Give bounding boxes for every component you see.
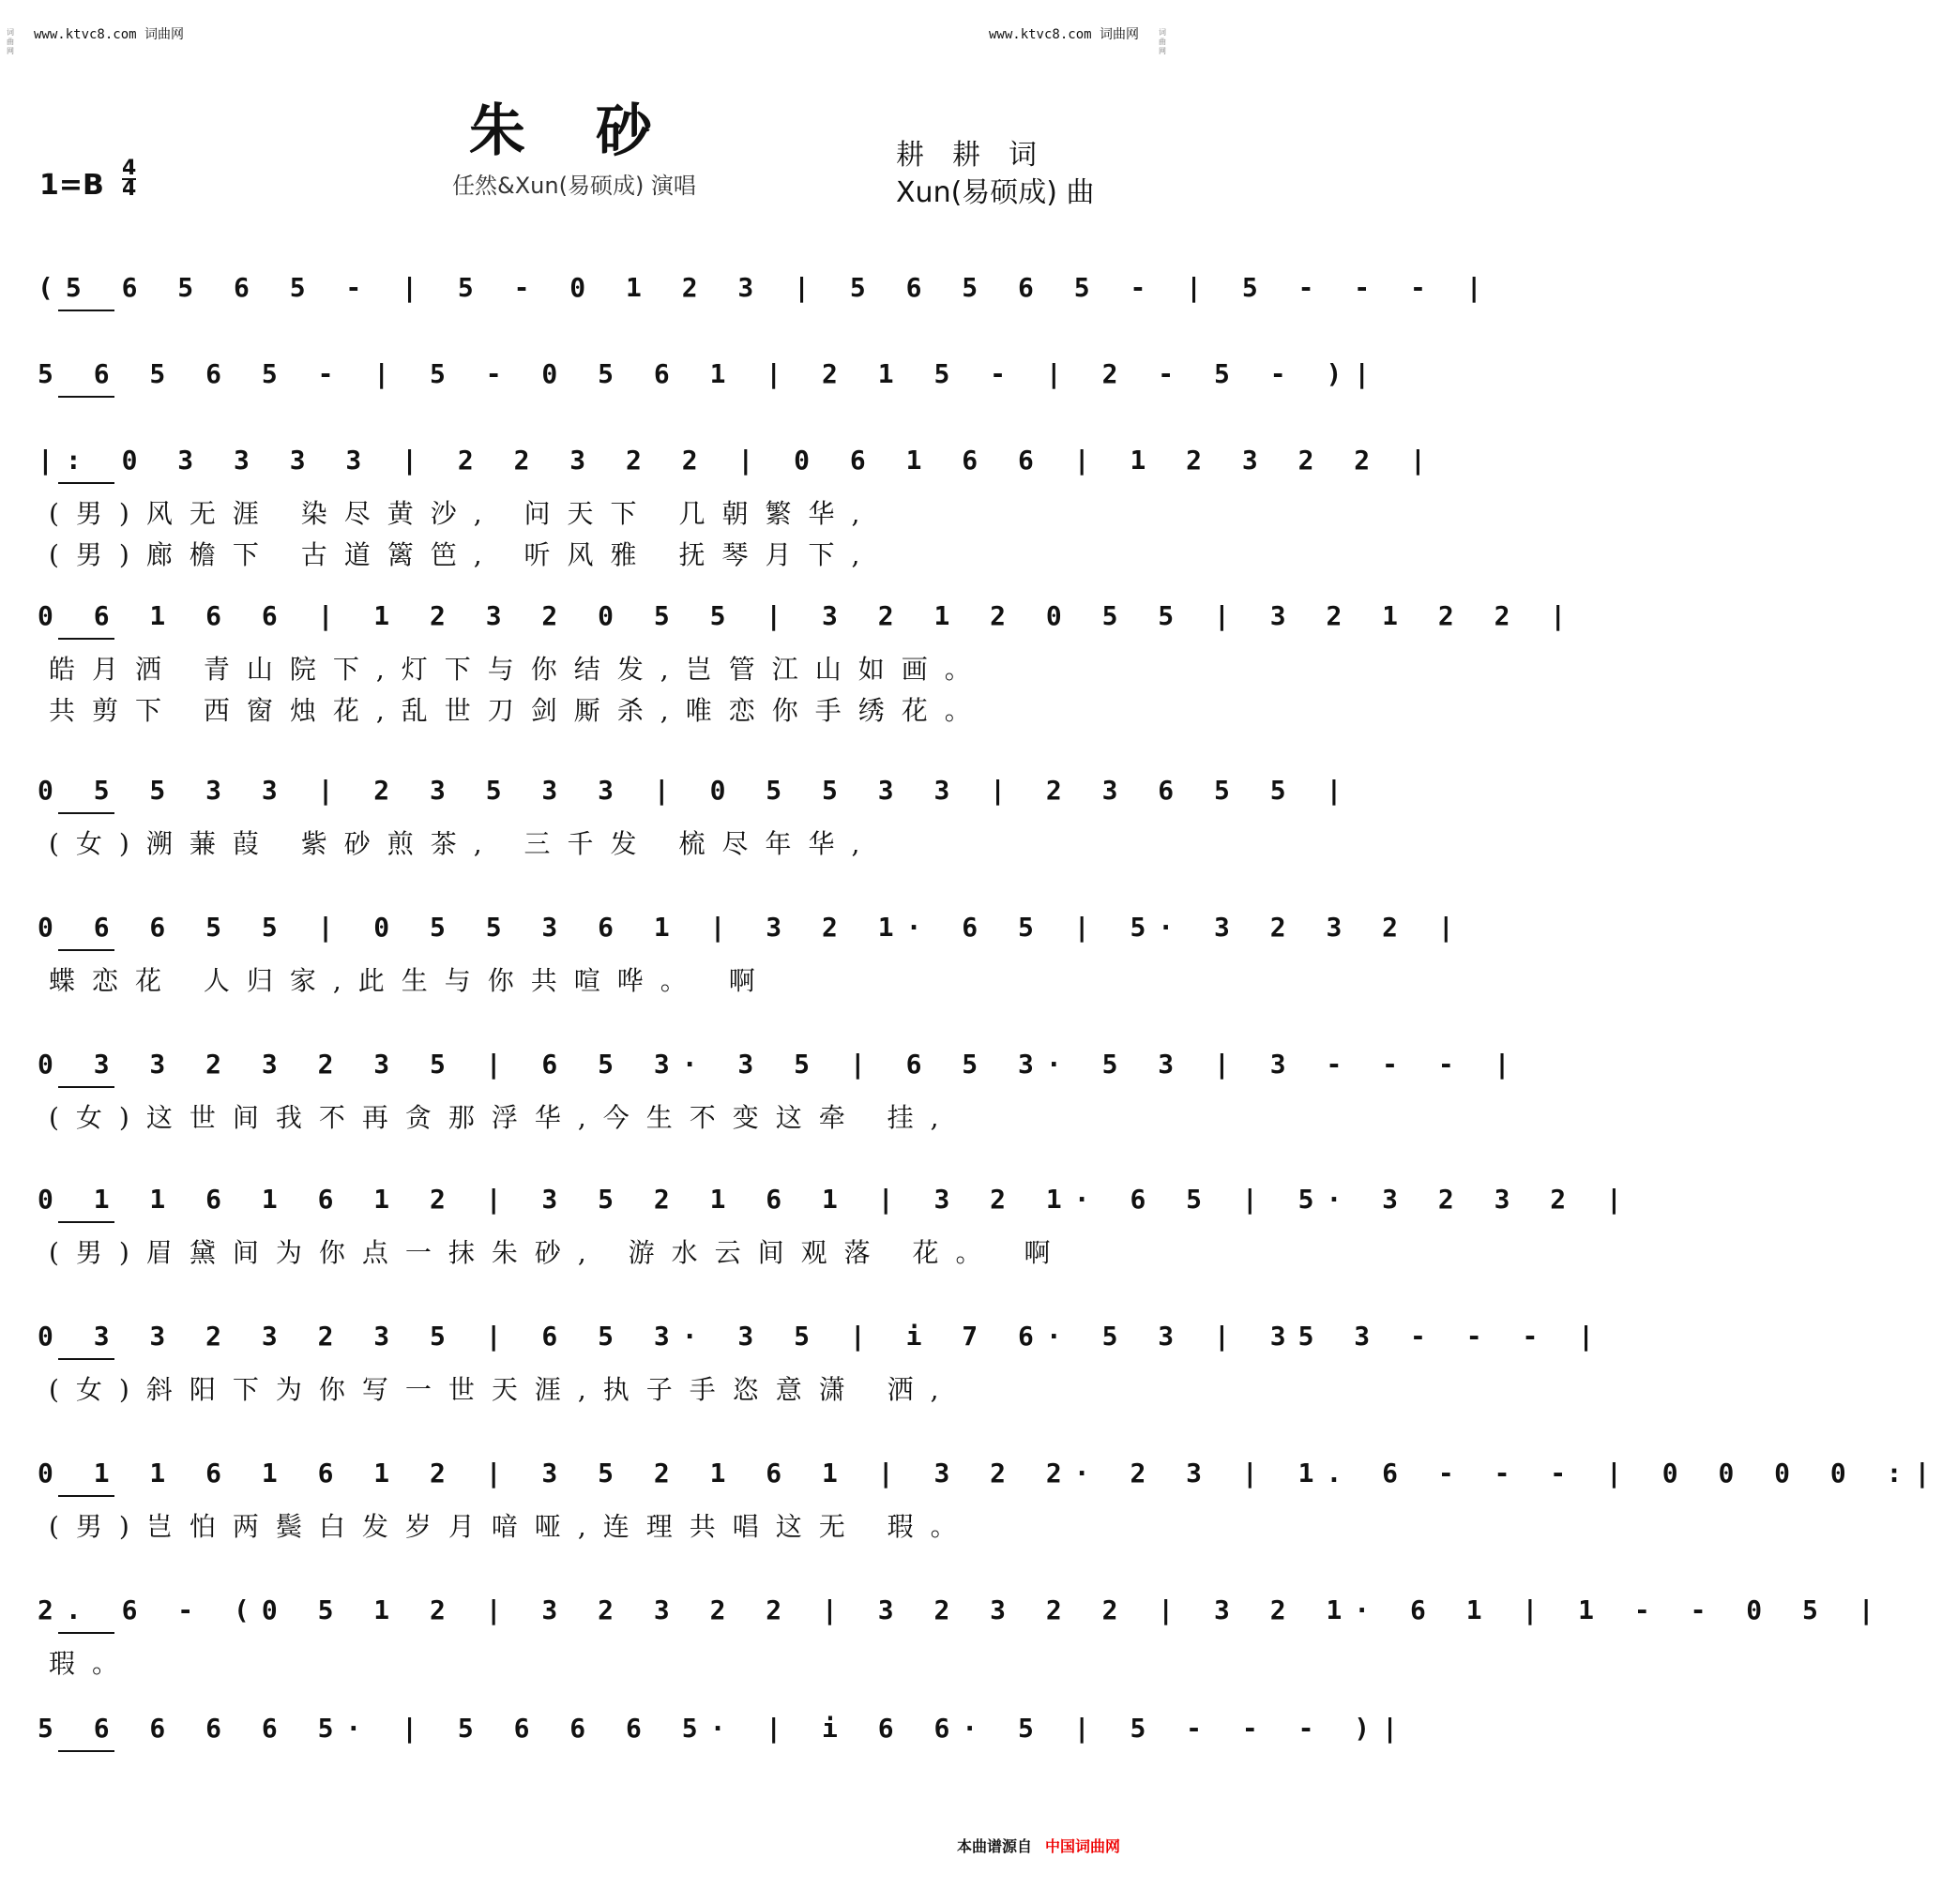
- side-watermark-left: 词曲网: [7, 28, 14, 55]
- beam-underline: [58, 1632, 114, 1634]
- notation-row: 0 3 3 2 3 2 3 5 | 6 5 3· 3 5 | 6 5 3· 5 3 | 3 - - - |: [38, 1049, 1523, 1080]
- lyric-line: (男)岂怕两鬓白发岁月喑哑,连理共唱这无 瑕。: [49, 1511, 974, 1542]
- notation-row: (5 6 5 6 5 - | 5 - 0 1 2 3 | 5 6 5 6 5 - | 5 - - - |: [38, 272, 1494, 303]
- notation-row: 0 5 5 3 3 | 2 3 5 3 3 | 0 5 5 3 3 | 2 3 6 5 5 |: [38, 775, 1355, 806]
- beam-underline: [58, 1221, 114, 1223]
- site-watermark-left: www.ktvc8.com 词曲网: [34, 27, 185, 42]
- lyric-line: 共剪下 西窗烛花,乱世刀剑厮杀,唯恋你手绣花。: [49, 695, 988, 726]
- lyric-line: (男)廊檐下 古道篱笆, 听风雅 抚琴月下,: [49, 539, 877, 570]
- beam-underline: [58, 1750, 114, 1752]
- beam-underline: [58, 1358, 114, 1360]
- side-watermark-right: 词曲网: [1159, 28, 1166, 55]
- notation-row: 5 6 6 6 6 5· | 5 6 6 6 5· | i 6 6· 5 | 5 - - - )|: [38, 1713, 1411, 1744]
- notation-row: 0 6 6 5 5 | 0 5 5 3 6 1 | 3 2 1· 6 5 | 5· 3 2 3 2 |: [38, 912, 1466, 943]
- beam-underline: [58, 482, 114, 484]
- time-signature-bottom: 4: [122, 177, 137, 201]
- lyric-line: (女)这世间我不再贪那浮华,今生不变这牵 挂,: [49, 1102, 956, 1133]
- song-title: 朱砂: [469, 98, 722, 164]
- notation-row: |: 0 3 3 3 3 | 2 2 3 2 2 | 0 6 1 6 6 | 1 2 3 2 2 |: [38, 445, 1438, 476]
- lyric-line: 皓月洒 青山院下,灯下与你结发,岂管江山如画。: [49, 654, 988, 685]
- lyric-line: 瑕。: [49, 1648, 136, 1679]
- beam-underline: [58, 1495, 114, 1497]
- lyric-line: (男)风无涯 染尽黄沙, 问天下 几朝繁华,: [49, 498, 877, 529]
- time-signature-top: 4: [122, 157, 137, 180]
- source-footer: [957, 1835, 1120, 1856]
- beam-underline: [58, 1086, 114, 1088]
- lyric-line: (女)斜阳下为你写一世天涯,执子手恣意潇 洒,: [49, 1374, 956, 1405]
- beam-underline: [58, 396, 114, 398]
- notation-row: 0 6 1 6 6 | 1 2 3 2 0 5 5 | 3 2 1 2 0 5 5 | 3 2 1 2 2 |: [38, 600, 1579, 631]
- beam-underline: [58, 310, 114, 311]
- lyricist-credit: 耕耕词: [896, 139, 1065, 172]
- notation-row: 5 6 5 6 5 - | 5 - 0 5 6 1 | 2 1 5 - | 2 - 5 - )|: [38, 358, 1383, 389]
- key-signature: 1=B: [39, 169, 104, 202]
- beam-underline: [58, 812, 114, 814]
- performer-credit: 任然&Xun(易硕成) 演唱: [452, 173, 696, 199]
- time-signature: [122, 159, 136, 199]
- notation-row: 0 1 1 6 1 6 1 2 | 3 5 2 1 6 1 | 3 2 1· 6 5 | 5· 3 2 3 2 |: [38, 1184, 1634, 1215]
- notation-row: 0 1 1 6 1 6 1 2 | 3 5 2 1 6 1 | 3 2 2· 2 3 | 1. 6 - - - | 0 0 0 0 :|: [38, 1458, 1942, 1488]
- lyric-line: 蝶恋花 人归家,此生与你共喧哗。 啊: [49, 965, 772, 996]
- beam-underline: [58, 949, 114, 951]
- beam-underline: [58, 638, 114, 640]
- notation-row: 0 3 3 2 3 2 3 5 | 6 5 3· 3 5 | i 7 6· 5 3 | 35 3 - - - |: [38, 1321, 1607, 1352]
- lyric-line: (女)溯蒹葭 紫砂煎茶, 三千发 梳尽年华,: [49, 828, 877, 859]
- source-site-name: 中国词曲网: [1045, 1837, 1121, 1855]
- lyric-line: (男)眉黛间为你点一抹朱砂, 游水云间观落 花。 啊: [49, 1237, 1068, 1268]
- site-watermark-right: www.ktvc8.com 词曲网: [988, 27, 1139, 42]
- source-label: 本曲谱源自: [957, 1837, 1033, 1855]
- notation-row: 2. 6 - (0 5 1 2 | 3 2 3 2 2 | 3 2 3 2 2 | 3 2 1· 6 1 | 1 - - 0 5 |: [38, 1594, 1887, 1625]
- composer-credit: Xun(易硕成) 曲: [896, 176, 1095, 209]
